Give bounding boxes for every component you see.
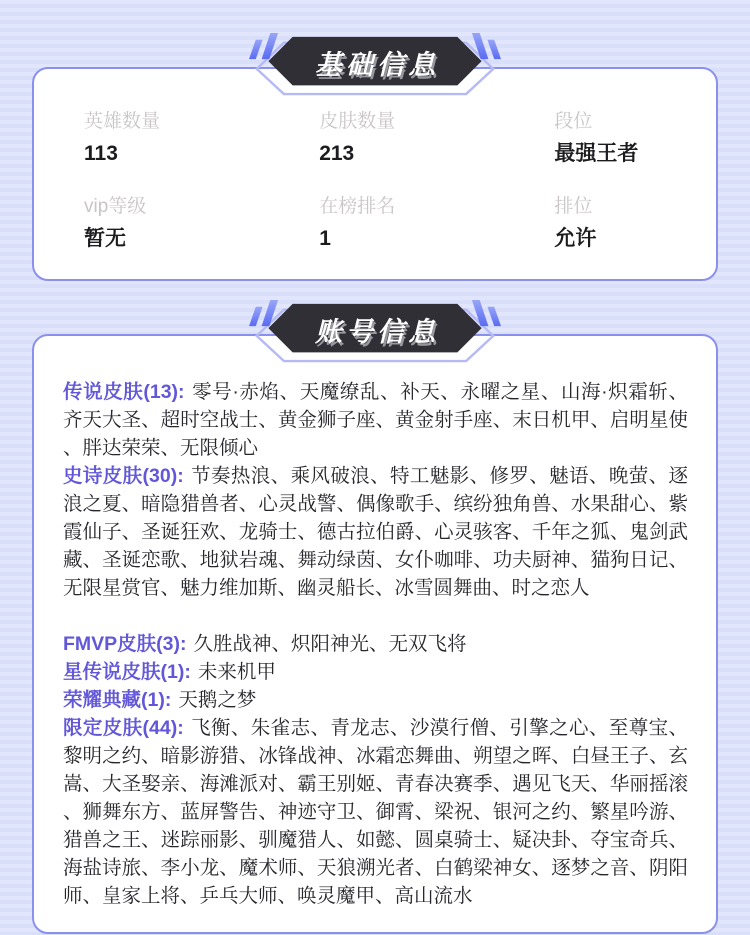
stat-label: 段位 — [554, 111, 593, 132]
stat-value: 213 — [319, 142, 355, 165]
stat-label: 在榜排名 — [319, 196, 396, 217]
stat-value: 允许 — [554, 227, 597, 250]
stat-value: 最强王者 — [554, 142, 639, 165]
stat-skin-count — [319, 109, 554, 168]
skin-section-epic — [63, 462, 688, 602]
skin-section-label: 星传说皮肤(1): — [63, 661, 191, 683]
skin-section-label: FMVP皮肤(3): — [63, 633, 187, 655]
skin-section-star-legend — [63, 658, 688, 686]
stat-label: 排位 — [554, 196, 593, 217]
stat-hero-count — [84, 109, 319, 168]
skin-list: 久胜战神、炽阳神光、无双飞将 — [193, 633, 467, 655]
stat-label: 英雄数量 — [84, 111, 161, 132]
stat-value: 1 — [319, 227, 331, 250]
section-basic-info — [0, 30, 750, 281]
stats-grid — [84, 109, 672, 253]
skin-section-fmvp — [63, 630, 688, 658]
account-info-badge-title: 账号信息 — [315, 316, 439, 347]
stat-label: 皮肤数量 — [319, 111, 396, 132]
skin-list: 节奏热浪、乘风破浪、特工魅影、修罗、魅语、晚萤、逐浪之夏、暗隐猎兽者、心灵战警、偶像歌手、缤纷独角兽、水果甜心、紫霞仙子、圣诞狂欢、龙骑士、德古拉伯爵、心灵骇客、千年之狐、鬼剑武藏、圣诞恋歌、地狱岩魂、舞动绿茵、女仆咖啡、功夫厨神、猫狗日记、无限星赏官、魅力维加斯、幽灵船长、冰雪圆舞曲、时之恋人 — [63, 465, 688, 599]
skin-list: 天鹅之梦 — [178, 689, 257, 711]
skin-section-label: 传说皮肤(13): — [63, 381, 185, 403]
stat-ranked-allowed — [554, 194, 672, 253]
stat-value: 暂无 — [84, 227, 126, 250]
skin-section-limited — [63, 714, 688, 910]
skin-list: 飞衡、朱雀志、青龙志、沙漠行僧、引擎之心、至尊宝、黎明之约、暗影游猎、冰锋战神、冰霜恋舞曲、朔望之晖、白昼王子、玄嵩、大圣娶亲、海滩派对、霸王别姬、青春决赛季、遇见飞天、华丽摇滚、狮舞东方、蓝屏警告、神迹守卫、御霄、梁祝、银河之约、繁星吟游、猎兽之王、迷踪丽影、驯魔猎人、如懿、圆桌骑士、疑决卦、夺宝奇兵、海盐诗旅、李小龙、魔术师、天狼溯光者、白鹤梁神女、逐梦之音、阴阳师、皇家上将、乒乓大师、唤灵魔甲、高山流水 — [63, 717, 688, 907]
skin-list: 未来机甲 — [197, 661, 276, 683]
skin-section-label: 限定皮肤(44): — [63, 717, 184, 739]
basic-info-badge-title: 基础信息 — [315, 49, 439, 80]
skin-section-legendary — [63, 378, 688, 462]
basic-info-badge — [249, 30, 501, 98]
stat-leaderboard-rank — [319, 194, 554, 253]
account-info-card — [32, 334, 718, 934]
basic-info-card — [32, 67, 718, 281]
stat-label: vip等级 — [84, 196, 147, 217]
skin-section-label: 荣耀典藏(1): — [63, 689, 172, 711]
stat-vip-level — [84, 194, 319, 253]
stat-rank — [554, 109, 672, 168]
skin-section-glory-collection — [63, 686, 688, 714]
skin-list: 零号·赤焰、天魔缭乱、补天、永曜之星、山海·炽霜斩、齐天大圣、超时空战士、黄金狮子座、黄金射手座、末日机甲、启明星使、胖达荣荣、无限倾心 — [63, 381, 689, 459]
section-account-info — [0, 297, 750, 934]
skin-section-label: 史诗皮肤(30): — [63, 465, 184, 487]
stat-value: 113 — [84, 142, 118, 165]
account-info-badge — [249, 297, 501, 365]
